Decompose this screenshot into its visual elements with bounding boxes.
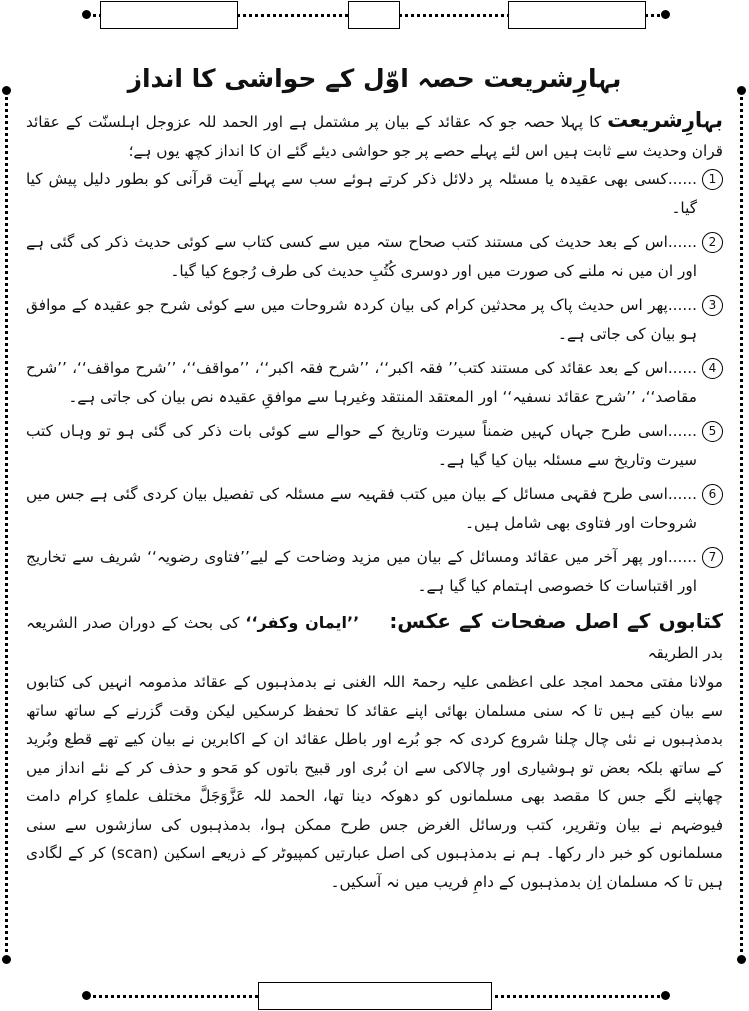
item-number: 5 [702, 421, 723, 442]
list-item [26, 417, 723, 474]
item-text: ......اسی طرح جہاں کہیں ضمناً سیرت وتاریخ کے حوالے سے کوئی بات ذکر کی گئی ہو تو وہاں کتب سیرت وتاریخ سے مسئلہ بیان کیا گیا ہے۔ [26, 422, 697, 469]
section-quote: ’’ایمان وکفر‘‘ [245, 613, 360, 632]
left-border-dot-top [2, 86, 11, 95]
section-heading: کتابوں کے اصل صفحات کے عکس: [389, 609, 723, 633]
top-border-box-left [100, 1, 238, 29]
item-number: 4 [702, 358, 723, 379]
item-text: ......اس کے بعد حدیث کی مستند کتب صحاح ستہ میں سے کسی کتاب سے کوئی حدیث ذکر کی گئی ہے اور ان میں نہ ملنے کی صورت میں اور دوسری کُتُبِ حدیث کی طرف رُجوع کیا گیا۔ [26, 233, 697, 280]
intro-text-1: کا پہلا حصہ جو کہ عقائد کے بیان پر مشتمل ہے اور الحمد للہ عزوجل اہلسنّت کے عقائد قران وحدیث سے ثابت ہیں [26, 113, 723, 160]
top-border-box-right [508, 1, 646, 29]
right-border-dot-bottom [737, 955, 746, 964]
item-text: ......اسی طرح فقہی مسائل کے بیان میں کتب فقہیہ سے مسئلہ کی تفصیل بیان کردی گئی ہے جس میں شروحات اور فتاوی بھی شامل ہیں۔ [26, 485, 697, 532]
footnote-style-list [26, 165, 723, 600]
list-item [26, 165, 723, 222]
top-border-box-center [348, 1, 400, 29]
intro-paragraph [26, 106, 723, 165]
brand-name: بہارِشریعت [607, 108, 723, 132]
item-text: ......اور پھر آخر میں عقائد ومسائل کے بیان میں مزید وضاحت کے لیے’’فتاوی رضویہ‘‘ شریف سے تخاریج اور اقتباسات کا خصوصی اہتمام کیا گیا ہے۔ [26, 548, 697, 595]
scan-term: (scan) [110, 844, 159, 862]
section-body [26, 668, 723, 896]
section-body-text: مولانا مفتی محمد امجد علی اعظمی علیہ رحمۃ اللہ الغنی نے بدمذہبوں کے عقائد مذمومہ انہیں کی کتابوں سے بیان کیے ہیں تا کہ سنی مسلمان بھائی اپنے عقائد کا تحفظ کرسکیں لیکن وقت گزرنے کے ساتھ ساتھ بدمذہبوں نے نئی چال چلنا شروع کردی کہ جو بُرے اور باطل عقائد ان کے اکابرین نے بیان کیے تھے قطع وبُرید کے ساتھ بلکہ بعض تو ہوشیاری اور چالاکی سے ان بُری اور قبیح باتوں کو مَحو و حذف کر کے نئے انداز میں چھاپنے لگے جس کا مقصد بھی مسلمانوں کو دھوکہ دینا تھا، الحمد للہ عَزَّوَجَلَّ مختلف علماءِ کرام دامت فیوضہم نے بیان وتقریر، کتب ورسائل الغرض جس طرح ممکن ہوا، بدمذہبوں کی سازشوں سے سنی مسلمانوں کو خبر دار رکھا۔ ہم نے بدمذہبوں کی اصل عبارتیں کمپیوٹر کے ذریعے اسکین [26, 673, 723, 862]
bottom-border-box [258, 982, 492, 1010]
page-title: بہارِشریعت حصہ اوّل کے حواشی کا انداز [127, 64, 622, 93]
right-border-dot-top [737, 86, 746, 95]
bottom-border-dot-right [661, 991, 670, 1000]
document-body [26, 62, 723, 967]
top-border-dot-left [82, 10, 91, 19]
list-item [26, 543, 723, 600]
top-border-dot-right [661, 10, 670, 19]
item-text: ......پھر اس حدیث پاک پر محدثین کرام کی بیان کردہ شروحات میں سے کوئی شرح جو عقیدہ کے موافق ہو بیان کی جاتی ہے۔ [26, 296, 697, 343]
item-text: ......کسی بھی عقیدہ یا مسئلہ پر دلائل ذکر کرتے ہوئے سب سے پہلے آیت قرآنی کو بطور دلیل پیش کیا گیا۔ [26, 170, 697, 217]
item-number: 7 [702, 547, 723, 568]
item-number: 6 [702, 484, 723, 505]
item-text: ......اس کے بعد عقائد کی مستند کتب’’ فقہ اکبر‘‘، ’’شرح فقہ اکبر‘‘، ’’مواقف‘‘، ’’شرح مواقف‘‘، ’’شرح مقاصد‘‘، ’’شرح عقائد نسفیہ‘‘ اور المعتقد المنتقد وغیرہا سے موافقِ عقیدہ نص بیان کی جاتی ہے۔ [26, 359, 697, 406]
list-item [26, 480, 723, 537]
list-item [26, 291, 723, 348]
item-number: 1 [702, 169, 723, 190]
intro-text-2: اس لئے پہلے حصے پر جو حواشی دیئے گئے ان کا انداز کچھ یوں ہے؛ [128, 141, 549, 160]
left-border-dot-bottom [2, 955, 11, 964]
left-border-line [5, 90, 8, 960]
right-border-line [740, 90, 743, 960]
item-number: 2 [702, 232, 723, 253]
list-item [26, 228, 723, 285]
section-heading-line [26, 606, 723, 668]
list-item [26, 354, 723, 411]
section-lead: کی بحث کے دوران صدر الشریعہ بدر الطریقہ [26, 614, 723, 662]
bottom-border-dot-left [82, 991, 91, 1000]
section-tail: کر کے لگادی ہیں تا کہ مسلمان اِن بدمذہبوں کے دامِ فریب میں نہ آسکیں۔ [26, 844, 723, 891]
item-number: 3 [702, 295, 723, 316]
